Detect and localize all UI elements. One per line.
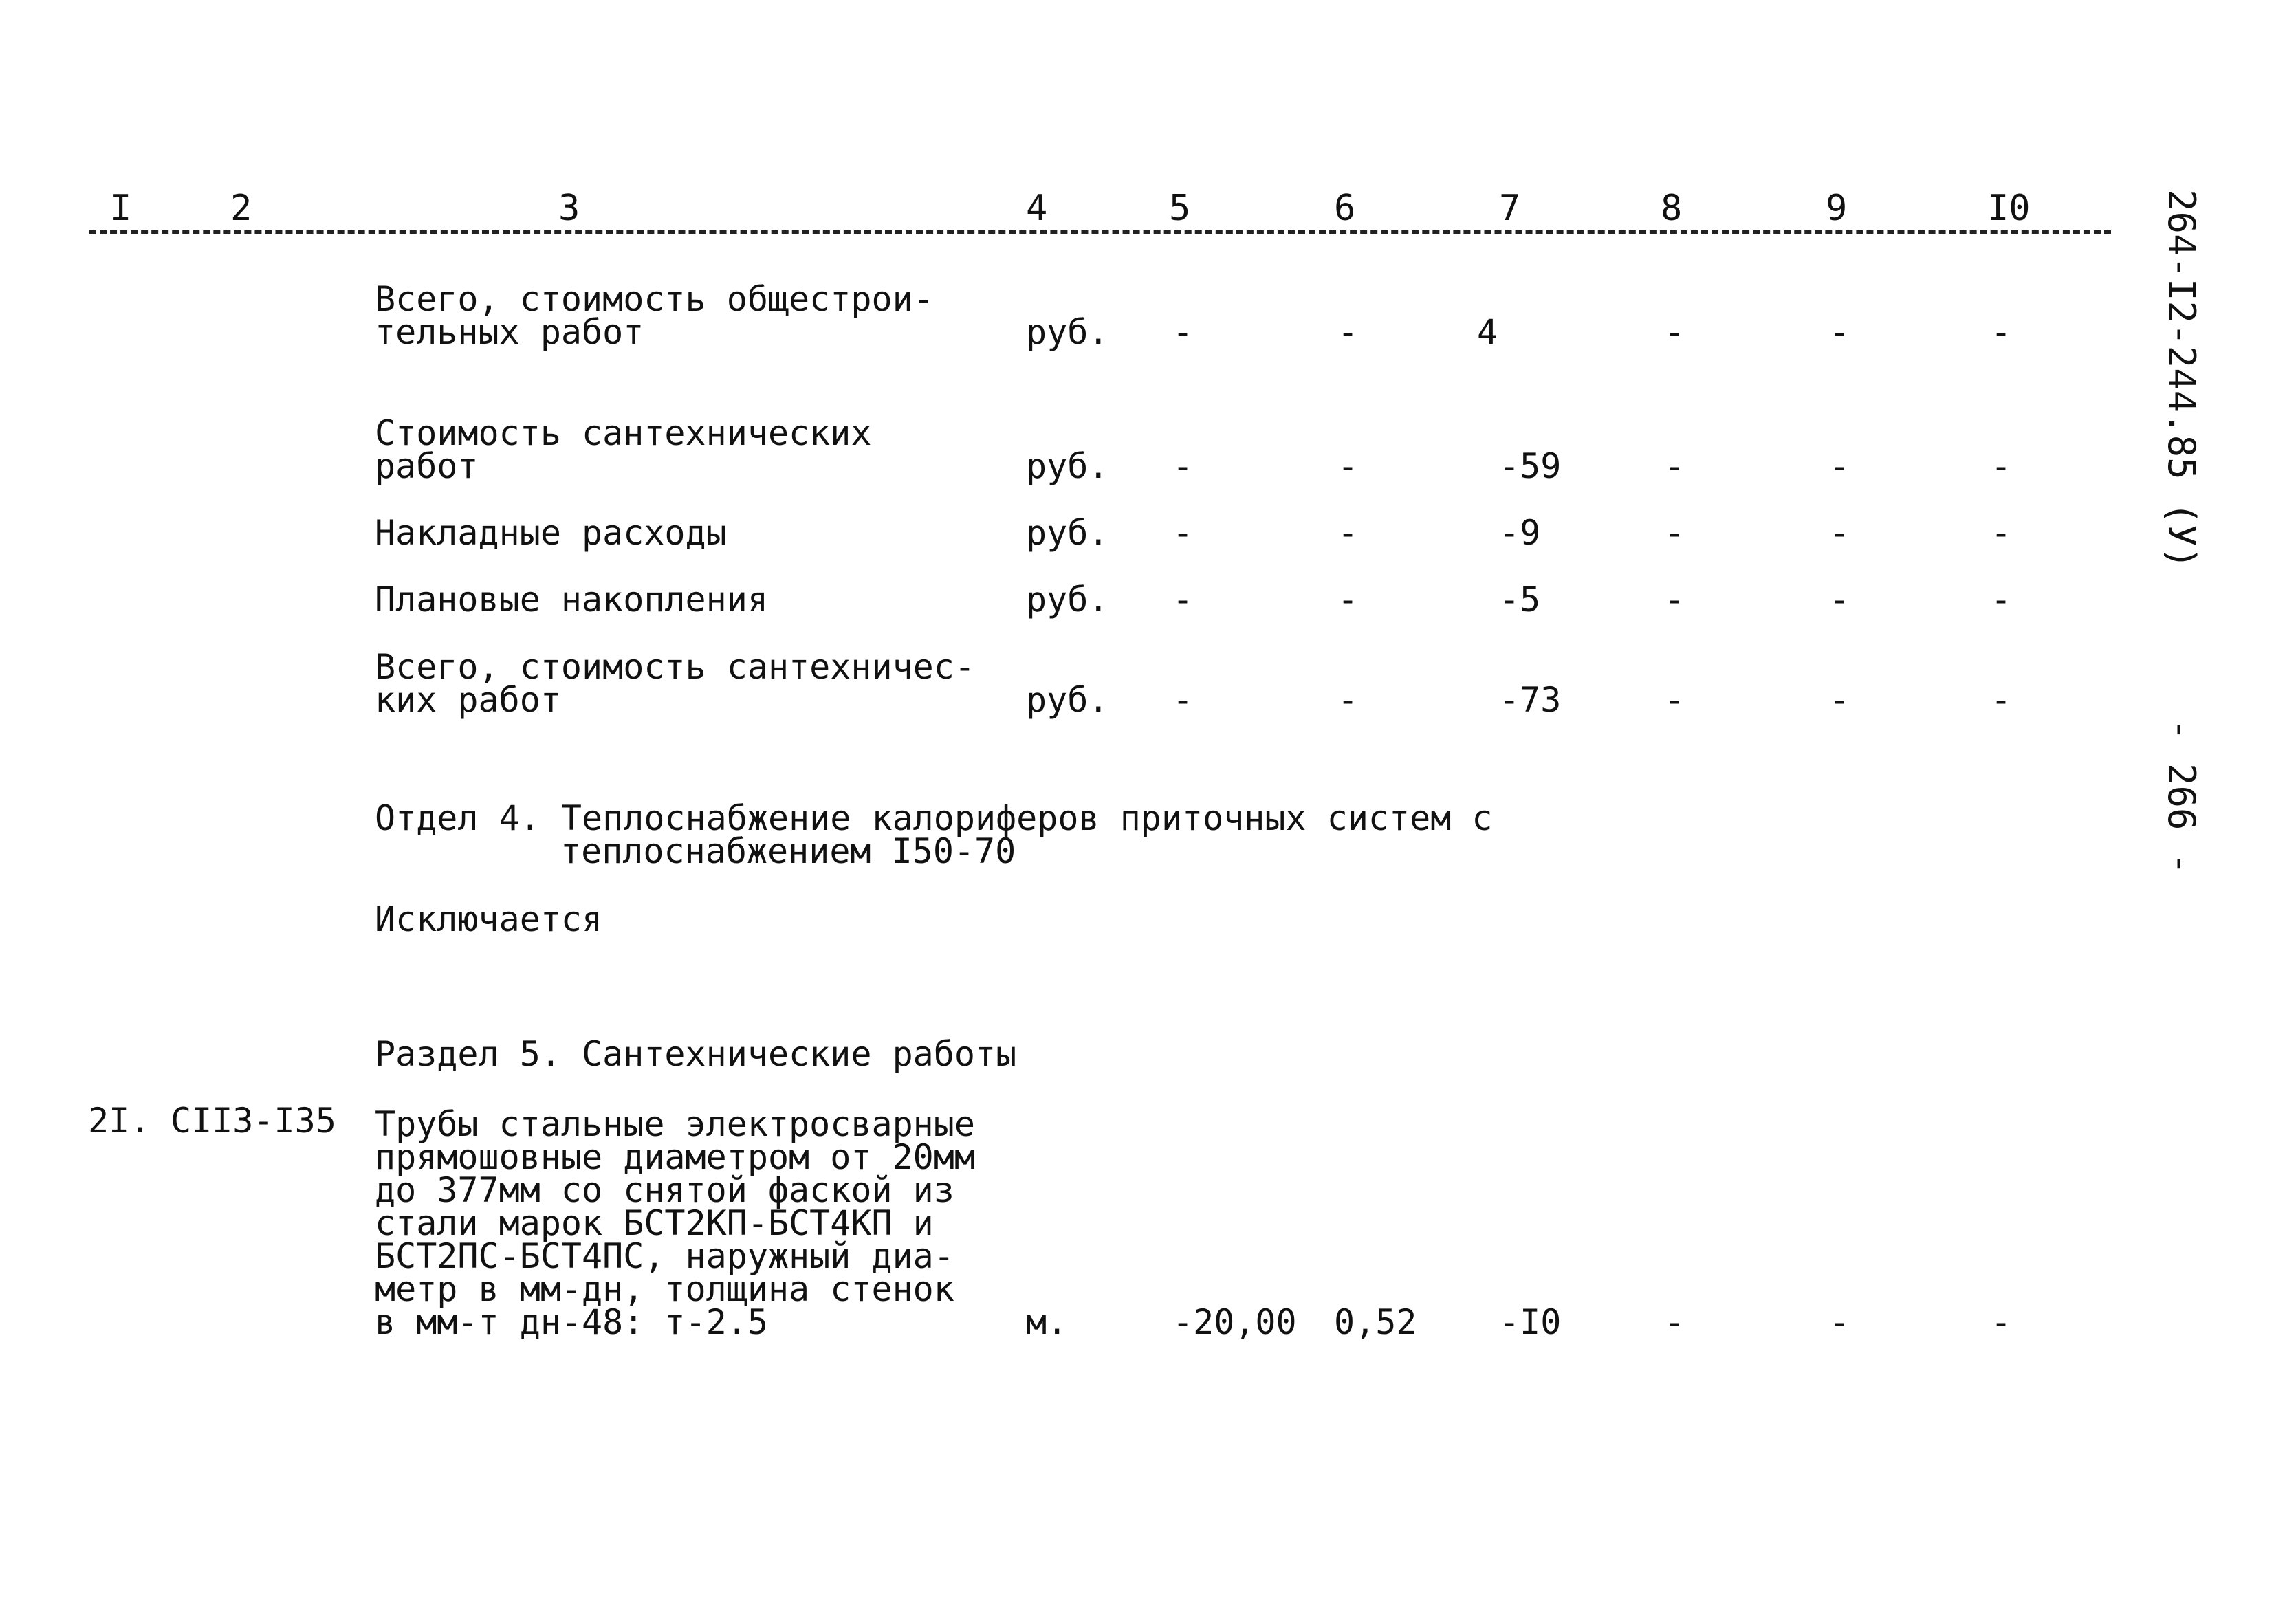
row1-text-line1: Всего, стоимость общестрои- <box>375 279 934 319</box>
row3-col5: - <box>1172 513 1194 553</box>
col-header-9: 9 <box>1826 188 1848 229</box>
col-header-6: 6 <box>1334 188 1356 229</box>
row3-text: Накладные расходы <box>375 513 727 553</box>
row3-unit: руб. <box>1026 513 1109 553</box>
row3-col8: - <box>1664 513 1685 553</box>
document-code: 264-I2-244.85 (У) <box>2160 189 2203 569</box>
col-header-8: 8 <box>1661 188 1683 229</box>
col-header-10: I0 <box>1987 188 2031 229</box>
row1-col9: - <box>1829 312 1850 352</box>
section4-title-line2: теплоснабжением I50-70 <box>560 831 1016 871</box>
section5-title: Раздел 5. Сантехнические работы <box>375 1034 1017 1074</box>
row4-text: Плановые накопления <box>375 580 768 619</box>
item21-desc-line3: до 377мм со снятой фаской из <box>375 1170 954 1210</box>
row2-col7: -59 <box>1499 446 1562 486</box>
row1-text-line2: тельных работ <box>375 312 644 352</box>
row2-text-line2: работ <box>375 446 479 486</box>
row4-unit: руб. <box>1026 580 1109 619</box>
col-header-5: 5 <box>1169 188 1191 229</box>
row5-text-line1: Всего, стоимость сантехничес- <box>375 647 975 687</box>
section4-note: Исключается <box>375 899 603 939</box>
item21-number: 2I. <box>88 1101 151 1141</box>
item21-col9: - <box>1829 1302 1850 1342</box>
row5-text-line2: ких работ <box>375 680 561 720</box>
item21-desc-line2: прямошовные диаметром от 20мм <box>375 1137 975 1177</box>
row5-col8: - <box>1664 680 1685 720</box>
row2-col10: - <box>1991 446 2012 486</box>
row2-col9: - <box>1829 446 1850 486</box>
row5-col7: -73 <box>1499 680 1562 720</box>
item21-col6: 0,52 <box>1334 1302 1417 1342</box>
item21-code: СII3-I35 <box>171 1101 336 1141</box>
item21-col8: - <box>1664 1302 1685 1342</box>
row5-col9: - <box>1829 680 1850 720</box>
item21-desc-line4: стали марок БСТ2КП-БСТ4КП и <box>375 1203 934 1243</box>
page-number: - 266 - <box>2160 718 2203 875</box>
row3-col7: -9 <box>1499 513 1541 553</box>
row1-col5: - <box>1172 312 1194 352</box>
row3-col9: - <box>1829 513 1850 553</box>
row1-unit: руб. <box>1026 312 1109 352</box>
row5-col10: - <box>1991 680 2012 720</box>
row2-col8: - <box>1664 446 1685 486</box>
row2-text-line1: Стоимость сантехнических <box>375 413 872 453</box>
item21-desc-line6: метр в мм-дн, толщина стенок <box>375 1269 954 1309</box>
row1-col10: - <box>1991 312 2012 352</box>
row5-col6: - <box>1337 680 1359 720</box>
row5-col5: - <box>1172 680 1194 720</box>
row4-col7: -5 <box>1499 580 1541 619</box>
row4-col10: - <box>1991 580 2012 619</box>
row1-col8: - <box>1664 312 1685 352</box>
item21-col10: - <box>1991 1302 2012 1342</box>
row4-col8: - <box>1664 580 1685 619</box>
item21-desc-line5: БСТ2ПС-БСТ4ПС, наружный диа- <box>375 1236 954 1276</box>
row3-col6: - <box>1337 513 1359 553</box>
section4-title-line1: Отдел 4. Теплоснабжение калориферов приточных систем с <box>375 798 1493 838</box>
row4-col6: - <box>1337 580 1359 619</box>
col-header-2: 2 <box>230 188 252 229</box>
item21-desc-line7: в мм-т дн-48: т-2.5 <box>375 1302 768 1342</box>
row4-col9: - <box>1829 580 1850 619</box>
row2-col5: - <box>1172 446 1194 486</box>
item21-unit: м. <box>1026 1302 1068 1342</box>
col-header-4: 4 <box>1026 188 1048 229</box>
header-rule <box>89 230 2111 234</box>
col-header-7: 7 <box>1499 188 1521 229</box>
row1-col7: 4 <box>1477 312 1498 352</box>
row2-col6: - <box>1337 446 1359 486</box>
item21-desc-line1: Трубы стальные электросварные <box>375 1104 975 1144</box>
row2-unit: руб. <box>1026 446 1109 486</box>
col-header-3: 3 <box>558 188 580 229</box>
col-header-1: I <box>110 188 132 229</box>
row1-col6: - <box>1337 312 1359 352</box>
row5-unit: руб. <box>1026 680 1109 720</box>
item21-col5: -20,00 <box>1172 1302 1297 1342</box>
item21-col7: -I0 <box>1499 1302 1562 1342</box>
row4-col5: - <box>1172 580 1194 619</box>
row3-col10: - <box>1991 513 2012 553</box>
